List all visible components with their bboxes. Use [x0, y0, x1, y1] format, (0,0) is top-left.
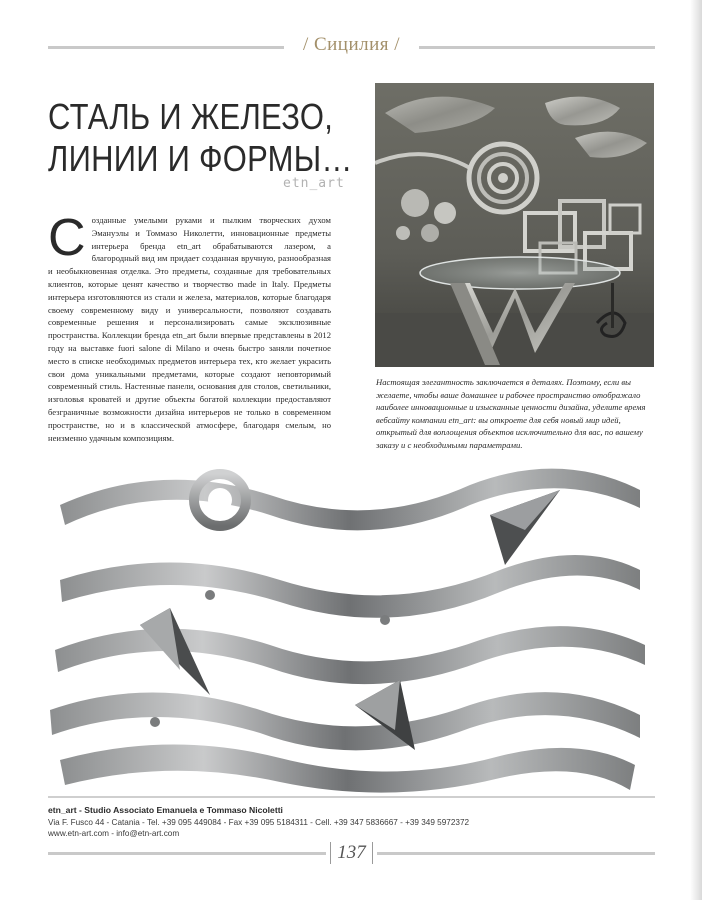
page-rule-right	[377, 852, 655, 855]
article-headline	[48, 96, 353, 180]
page-edge	[690, 0, 702, 900]
section-rule-right	[419, 46, 655, 49]
page-rule-left	[48, 852, 326, 855]
section-rule-left	[48, 46, 284, 49]
footer-address: Via F. Fusco 44 - Catania - Tel. +39 095 449084 - Fax +39 095 5184311 - Cell. +39 347 5836667 - +39 349 5972372	[48, 817, 470, 827]
showroom-photo	[375, 83, 654, 367]
article-text: озданные умелыми руками и пылким творческих духом Эмануэлы и Томмазо Николетти, инновационные предметы интерьера бренда etn_art обрабатываются лазером, а благородный вид им придает созданная вручную, разнообразная и необыкновенная отделка. Это предметы, созданные для требовательных клиентов, которые ценят качество и творчество made in Italy. Предметы интерьера изготовляются из стали и железа, материалов, которые благодаря своему современному виду и универсальности, позволяют создавать современные решения и персонализировать самые эксклюзивные пространства. Коллекции бренда etn_art были впервые представлены в 2012 году на выставке fuori salone di Milano и очень быстро заняли почетное место в списке необходимых предметов интерьера тех, кто желает украсить свои дома уникальными предметами, которые создают неповторимый современный стиль. Настенные панели, основания для столов, светильники, изголовья кроватей и другие объекты богатой коллекции предоставляют безграничные возможности дизайна интерьеров не только в современном пространстве, но и в классической атмосфере, благодаря смелым, но неизменно удачным композициям.	[48, 215, 331, 443]
drop-cap: С	[48, 209, 86, 267]
headline-line-1: СТАЛЬ И ЖЕЛЕЗО,	[48, 96, 334, 137]
footer-company: etn_art - Studio Associato Emanuela e Tommaso Nicoletti	[48, 805, 283, 815]
footer-web: www.etn-art.com - info@etn-art.com	[48, 829, 180, 838]
page-number-bar	[48, 842, 655, 864]
section-title: / Сицилия /	[302, 34, 401, 55]
page-divider-right	[372, 842, 373, 864]
footer-contacts	[48, 805, 658, 840]
wave-sculpture-image	[40, 460, 655, 795]
headline-line-2: ЛИНИИ И ФОРМЫ…	[48, 138, 353, 179]
section-header	[48, 34, 655, 58]
page-number: 137	[337, 842, 366, 863]
brand-logo: etn_art	[283, 176, 345, 191]
photo-caption: Настоящая элегантность заключается в деталях. Поэтому, если вы желаете, чтобы ваше домашнее и рабочее пространство отображало наиболее инновационные и изысканные ценности дизайна, уделите время вебсайту компании etn_art: вы откроете для себя новый мир идей, открытый для воплощения объектов исключительно для вас, по вашему заказу и с необходимыми параметрами.	[376, 377, 646, 450]
footer-rule	[48, 796, 655, 798]
article-body	[48, 209, 331, 444]
